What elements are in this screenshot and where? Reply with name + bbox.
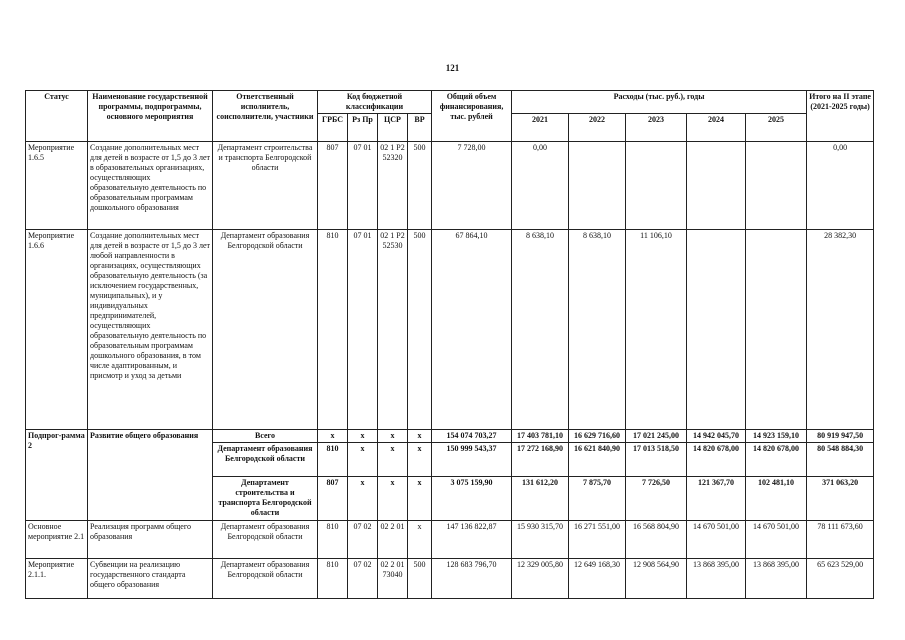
row-grbs: 810 (318, 443, 348, 477)
row-responsible: Департамент образования Белгородской области (213, 559, 318, 599)
row-grbs: 807 (318, 477, 348, 521)
row-csr: x (378, 443, 408, 477)
table-row (26, 521, 874, 559)
row-csr: 02 1 P2 52530 (378, 230, 408, 430)
row-2025: 14 670 501,00 (746, 521, 807, 559)
row-csr: x (378, 430, 408, 443)
row-status: Основное мероприятие 2.1 (26, 521, 88, 559)
row-total: 150 999 543,37 (432, 443, 512, 477)
row-grbs: x (318, 430, 348, 443)
row-grbs: 810 (318, 559, 348, 599)
row-2025: 13 868 395,00 (746, 559, 807, 599)
row-total: 67 864,10 (432, 230, 512, 430)
header-csr: ЦСР (378, 114, 408, 142)
row-2024: 14 820 678,00 (687, 443, 746, 477)
row-2022: 8 638,10 (569, 230, 626, 430)
row-2022 (569, 142, 626, 230)
row-2024: 121 367,70 (687, 477, 746, 521)
row-name: Создание дополнительных мест для детей в возрасте от 1,5 до 3 лет в образовательных организациях, осуществляющих образовательную деятельность по образовательным программам дошкольного образования (88, 142, 213, 230)
row-name: Развитие общего образования (88, 430, 213, 521)
row-2022: 7 875,70 (569, 477, 626, 521)
row-vr: x (408, 430, 432, 443)
row-total: 3 075 159,90 (432, 477, 512, 521)
row-2025 (746, 230, 807, 430)
row-csr: 02 2 01 (378, 521, 408, 559)
row-2022: 16 621 840,90 (569, 443, 626, 477)
row-rzpr: 07 01 (348, 230, 378, 430)
row-2022: 12 649 168,30 (569, 559, 626, 599)
row-2025: 14 923 159,10 (746, 430, 807, 443)
row-2023: 16 568 804,90 (626, 521, 687, 559)
row-vr: 500 (408, 142, 432, 230)
row-vr: x (408, 477, 432, 521)
row-vr: 500 (408, 230, 432, 430)
row-rzpr: x (348, 477, 378, 521)
header-vr: ВР (408, 114, 432, 142)
row-grbs: 810 (318, 230, 348, 430)
row-responsible: Всего (213, 430, 318, 443)
table-row (26, 230, 874, 430)
row-2024: 13 868 395,00 (687, 559, 746, 599)
row-name: Реализация программ общего образования (88, 521, 213, 559)
row-2025: 102 481,10 (746, 477, 807, 521)
row-2022: 16 629 716,60 (569, 430, 626, 443)
row-2023 (626, 142, 687, 230)
header-name: Наименование государственной программы, подпрограммы, основного мероприятия (88, 91, 213, 142)
row-csr: 02 2 01 73040 (378, 559, 408, 599)
row-stage-total: 0,00 (807, 142, 874, 230)
row-2021: 17 403 781,10 (512, 430, 569, 443)
row-stage-total: 80 548 884,30 (807, 443, 874, 477)
row-2024: 14 670 501,00 (687, 521, 746, 559)
header-status: Статус (26, 91, 88, 142)
row-2021: 8 638,10 (512, 230, 569, 430)
header-stage-total: Итого на II этапе (2021-2025 годы) (807, 91, 874, 142)
row-2021: 131 612,20 (512, 477, 569, 521)
row-stage-total: 371 063,20 (807, 477, 874, 521)
row-responsible: Департамент строительства и транспорта Белгородской области (213, 477, 318, 521)
row-2024 (687, 142, 746, 230)
header-year-2024: 2024 (687, 114, 746, 142)
header-expenses: Расходы (тыс. руб.), годы (512, 91, 807, 114)
header-total-funding: Общий объем финансирования, тыс. рублей (432, 91, 512, 142)
row-2021: 12 329 005,80 (512, 559, 569, 599)
header-rzpr: Рз Пр (348, 114, 378, 142)
row-rzpr: 07 02 (348, 521, 378, 559)
row-name: Создание дополнительных мест для детей в возрасте от 1,5 до 3 лет любой направленности в организациях, осуществляющих образовательную деятельность (за исключением государственных, муниципальных), и у индивидуальных предпринимателей, осуществляющих образовательную деятельность по образовательным программам дошкольного образования, в том числе адаптированным, и присмотр и уход за детьми (88, 230, 213, 430)
row-2021: 17 272 168,90 (512, 443, 569, 477)
row-2021: 15 930 315,70 (512, 521, 569, 559)
row-total: 147 136 822,87 (432, 521, 512, 559)
header-grbs: ГРБС (318, 114, 348, 142)
row-vr: 500 (408, 559, 432, 599)
row-rzpr: 07 02 (348, 559, 378, 599)
row-2023: 7 726,50 (626, 477, 687, 521)
row-stage-total: 65 623 529,00 (807, 559, 874, 599)
row-status: Мероприятие 2.1.1. (26, 559, 88, 599)
row-2024: 14 942 045,70 (687, 430, 746, 443)
row-2023: 12 908 564,90 (626, 559, 687, 599)
row-2023: 11 106,10 (626, 230, 687, 430)
row-2021: 0,00 (512, 142, 569, 230)
row-responsible: Департамент образования Белгородской области (213, 443, 318, 477)
row-name: Субвенции на реализацию государственного стандарта общего образования (88, 559, 213, 599)
row-grbs: 810 (318, 521, 348, 559)
row-stage-total: 78 111 673,60 (807, 521, 874, 559)
table-row (26, 142, 874, 230)
row-stage-total: 80 919 947,50 (807, 430, 874, 443)
row-status: Мероприятие 1.6.6 (26, 230, 88, 430)
row-stage-total: 28 382,30 (807, 230, 874, 430)
header-year-2022: 2022 (569, 114, 626, 142)
header-year-2025: 2025 (746, 114, 807, 142)
row-responsible: Департамент образования Белгородской области (213, 230, 318, 430)
table-row (26, 559, 874, 599)
page-number: 121 (445, 63, 460, 73)
row-total: 128 683 796,70 (432, 559, 512, 599)
row-responsible: Департамент образования Белгородской области (213, 521, 318, 559)
row-2025 (746, 142, 807, 230)
row-grbs: 807 (318, 142, 348, 230)
row-responsible: Департамент строительства и транспорта Белгородской области (213, 142, 318, 230)
row-2023: 17 013 518,50 (626, 443, 687, 477)
row-vr: x (408, 443, 432, 477)
row-2023: 17 021 245,00 (626, 430, 687, 443)
row-total: 7 728,00 (432, 142, 512, 230)
row-2022: 16 271 551,00 (569, 521, 626, 559)
row-2024 (687, 230, 746, 430)
header-budget-code: Код бюджетной классификации (318, 91, 432, 114)
budget-table (25, 90, 874, 599)
header-year-2023: 2023 (626, 114, 687, 142)
row-total: 154 074 703,27 (432, 430, 512, 443)
row-vr: x (408, 521, 432, 559)
row-status: Мероприятие 1.6.5 (26, 142, 88, 230)
row-csr: x (378, 477, 408, 521)
row-2025: 14 820 678,00 (746, 443, 807, 477)
header-year-2021: 2021 (512, 114, 569, 142)
row-status: Подпрог-рамма 2 (26, 430, 88, 521)
table-row (26, 430, 874, 443)
row-rzpr: 07 01 (348, 142, 378, 230)
row-csr: 02 1 P2 52320 (378, 142, 408, 230)
row-rzpr: x (348, 430, 378, 443)
header-responsible: Ответственный исполнитель, соисполнители, участники (213, 91, 318, 142)
row-rzpr: x (348, 443, 378, 477)
